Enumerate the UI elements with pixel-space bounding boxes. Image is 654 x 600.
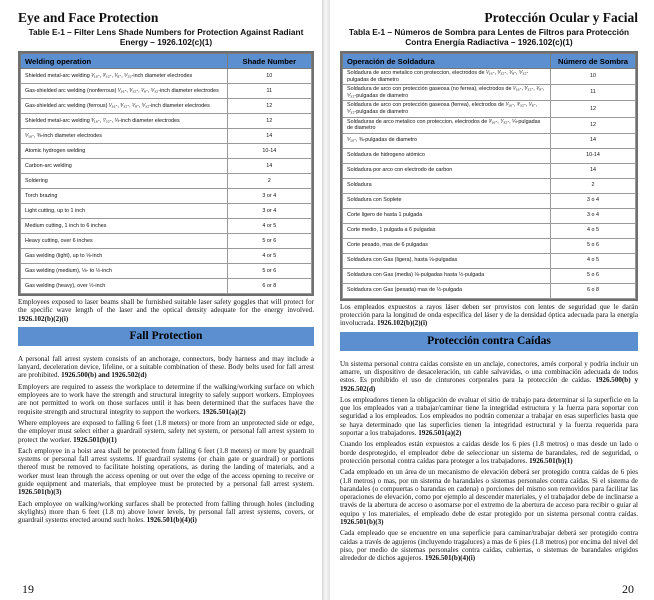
shade-cell: 14 — [227, 159, 311, 174]
section-title: Protección contra Caídas — [340, 332, 638, 351]
operation-cell: Carbon-arc welding — [21, 159, 228, 174]
operation-cell: Torch brazing — [21, 189, 228, 204]
shade-cell: 5 o 6 — [551, 238, 636, 253]
shade-cell: 12 — [551, 117, 636, 133]
operation-cell: Corte ligero de hasta 1 pulgada — [343, 208, 551, 223]
table-row — [21, 264, 312, 279]
table-row — [21, 69, 312, 84]
operation-cell: Gas-shielded arc welding (nonferrous) ¹⁄₁₆-, ³⁄₃₂-, ¹⁄₈-, ⁵⁄₃₂-inch diameter electrodes — [21, 84, 228, 99]
section-title: Fall Protection — [18, 327, 314, 346]
operation-cell: Soldadura de hidrogeno atómico — [343, 148, 551, 163]
operation-cell: ⁵⁄₁₆-, ⅜-inch diameter electrodes — [21, 129, 228, 144]
laser-reference: 1926.102(b)(2)(i) — [377, 319, 428, 328]
operation-cell: Gas welding (heavy), over ½-inch — [21, 279, 228, 294]
body-paragraph — [18, 500, 314, 525]
operation-cell: Soldadura con Gas (pesada) mas de ½-pulgada — [343, 283, 551, 298]
table-row — [343, 268, 636, 283]
table-row — [343, 101, 636, 117]
table-row — [21, 99, 312, 114]
table-row — [21, 279, 312, 294]
page-header: Protección Ocular y Facial — [484, 10, 638, 25]
shade-cell: 4 or 5 — [227, 249, 311, 264]
shade-cell: 4 or 5 — [227, 219, 311, 234]
shade-cell: 11 — [551, 85, 636, 101]
table-row — [21, 174, 312, 189]
paragraph-text: Employers are required to assess the workplace to determine if the walking/working surface on which employees are to work have the strength and structural integrity to safely support workers. Employees are not permitted to work on those surfaces until it has been determined that the surfaces have the requisite strength and structural integrity to support the workers. — [18, 382, 314, 416]
shade-cell: 14 — [227, 129, 311, 144]
operation-cell: Soldadura de arco con protección gaseosa (no ferrea), electrodos de ¹⁄₁₆-, ³⁄₃₂-, ¹⁄₈-, ⁵⁄₃₂-pulgadas de diametro — [343, 85, 551, 101]
operation-cell: Corte pesado, mas de 6 pulgadas — [343, 238, 551, 253]
table-row — [343, 283, 636, 298]
table-row — [343, 223, 636, 238]
table-header-row — [343, 54, 636, 69]
column-header-shade: Número de Sombra — [551, 54, 636, 69]
body-paragraph — [18, 355, 314, 380]
body-paragraph — [18, 447, 314, 497]
table-row — [343, 85, 636, 101]
operation-cell: Heavy cutting, over 6 inches — [21, 234, 228, 249]
table-row — [21, 249, 312, 264]
column-header-operation: Operación de Soldadura — [343, 54, 551, 69]
shade-cell: 12 — [227, 114, 311, 129]
paragraph-text: A personal fall arrest system consists of an anchorage, connectors, body harness and may include a lanyard, deceleration device, lifeline, or a suitable combination of these. Body belts used for fall arrest are prohibited. — [18, 354, 314, 380]
laser-text: Los empleados expuestos a rayos láser deben ser provistos con lentes de seguridad que le darán protección para la longitud de onda específica del láser y de la densidad óptica adecuada para la energía involucrada. — [340, 302, 638, 328]
operation-cell: Gas welding (light), up to ⅛-inch — [21, 249, 228, 264]
operation-cell: ⁵⁄₁₆-, ⅜-pulgadas de diametro — [343, 133, 551, 148]
operation-cell: Soldadura con Soplete — [343, 193, 551, 208]
paragraph-text: Cada empleado que se encuentre en una superficie para caminar/trabajar deberá ser protegido contra caídas a través de agujeros (incluyendo tragaluces) a mas de 6 pies (1.8 metros) por encima del nivel del piso, por medio de sistemas personales contra caídas, cubiertas, o sistemas de barandales erigidos alrededor de dichos agujeros. — [340, 529, 638, 563]
paragraph-text: Each employee on walking/working surfaces shall be protected from falling through holes (including skylights) more than 6 feet (1.8 m) above lower levels, by personal fall arrest systems, covers, or guardrail systems erected around such holes. — [18, 499, 314, 525]
operation-cell: Soldadura de arco metalico con proteccion, electrodos de ¹⁄₁₆-, ³⁄₃₂-, ¹⁄₈-, ⁵⁄₃₂-pulgadas de diametro — [343, 69, 551, 85]
column-header-shade: Shade Number — [227, 54, 311, 69]
table-row — [21, 144, 312, 159]
body-paragraph — [340, 360, 638, 393]
table-row — [21, 159, 312, 174]
table-row — [21, 129, 312, 144]
operation-cell: Shielded metal-arc welding ¹⁄₁₆-, ³⁄₃₂-, ¹⁄₈-, ⁵⁄₃₂-inch diameter electrodes — [21, 69, 228, 84]
operation-cell: Soldadura por arco con electrodo de carbon — [343, 163, 551, 178]
shade-cell: 10 — [551, 69, 636, 85]
paragraph-text: Cuando los empleados están expuestos a caídas desde los 6 pies (1.8 metros) o mas desde un lado o borde desprotegido, el empleador debe de seleccionar un sistema de barandales, red de seguridad, o protección personal contra caídas para proteger a los trabajadores. — [340, 440, 638, 465]
laser-text: Employees exposed to laser beams shall be furnished suitable laser safety goggles that will protect for the specific wave length of the laser and the optical density adequate for the energy involved. — [18, 298, 314, 315]
shade-cell: 2 — [227, 174, 311, 189]
body-paragraph — [18, 419, 314, 444]
operation-cell: Soldadura con Gas (ligera), hasta ⅛-pulgadas — [343, 253, 551, 268]
shade-cell: 14 — [551, 133, 636, 148]
shade-cell: 14 — [551, 163, 636, 178]
operation-cell: Medium cutting, 1 inch to 6 inches — [21, 219, 228, 234]
shade-cell: 6 or 8 — [227, 279, 311, 294]
shade-cell: 4 o 5 — [551, 223, 636, 238]
body-paragraph — [340, 396, 638, 437]
body-paragraph — [18, 383, 314, 416]
regulation-reference: 1926.500(b) y 1926.502(d) — [340, 376, 639, 393]
operation-cell: Corte medio, 1 pulgada a 6 pulgadas — [343, 223, 551, 238]
table-title: Table E-1 – Filter Lens Shade Numbers for Protection Against Radiant Energy – 1926.102(c)(1) — [28, 27, 304, 47]
operation-cell: Light cutting, up to 1 inch — [21, 204, 228, 219]
table-row — [343, 148, 636, 163]
paragraph-text: Where employees are exposed to falling 6 feet (1.8 meters) or more from an unprotected side or edge, the employer must select either a guardrail system, safety net system, or personal fall arrest system to protect the worker. — [18, 418, 314, 444]
shade-cell: 5 o 6 — [551, 268, 636, 283]
table-row — [343, 117, 636, 133]
shade-cell: 3 or 4 — [227, 189, 311, 204]
table-row — [21, 189, 312, 204]
shade-table — [340, 51, 638, 301]
regulation-reference: 1926.501(b)(3) — [18, 488, 62, 497]
paragraph-list — [340, 360, 638, 563]
paragraph-text: Each employee in a hoist area shall be protected from falling 6 feet (1.8 meters) or more by guardrail systems or personal fall arrest systems. If guardrail systems (or chain gate or guardrail) or portions thereof must be removed to facilitate hoisting operations, as during the landing of materials, and a worker must lean through the access opening or out over the edge of the access opening to receive or guide equipment and materials, that employee must be protected by a personal fall arrest system. — [18, 446, 314, 489]
operation-cell: Gas-shielded arc welding (ferrous) ¹⁄₁₆-, ³⁄₃₂-, ¹⁄₈-, ⁵⁄₃₂-inch diameter electrodes — [21, 99, 228, 114]
regulation-reference: 1926.501(b)(3) — [340, 517, 384, 526]
regulation-reference: 1926.501(b)(4)(i) — [424, 554, 476, 563]
table-row — [21, 84, 312, 99]
regulation-reference: 1926.501(a)(2) — [418, 429, 462, 438]
operation-cell: Atomic hydrogen welding — [21, 144, 228, 159]
table-row — [343, 193, 636, 208]
right-page — [330, 0, 654, 600]
table-row — [343, 178, 636, 193]
shade-cell: 6 o 8 — [551, 283, 636, 298]
laser-reference: 1926.102(b)(2)(i) — [18, 314, 69, 323]
body-paragraph — [340, 440, 638, 465]
regulation-reference: 1926.501(a)(2) — [202, 407, 246, 416]
laser-paragraph — [340, 303, 638, 328]
table-row — [343, 208, 636, 223]
shade-cell: 10-14 — [551, 148, 636, 163]
regulation-reference: 1926.501(b)(1) — [73, 435, 117, 444]
paragraph-text: Cada empleado en un área de un mecanismo de elevación deberá ser protegido contra caídas de 6 pies (1.8 metros) o mas, por un sistema de barandales o sistemas personales contra caídas. Si el sistema de barandales (o compuertas o barandas en cadena) o porciones del mismo son removidos para facilitar las operaciones de elevación, como por ejemplo al descender materiales, y el trabajador debe de inclinarse a través de la abertura de acceso o asomarse por el extremo de la abertura de acceso para recibir o guiar al equipo y los materiales, el empleado debe de estar protegido por un sistema personal contra caídas. — [340, 468, 638, 518]
table-row — [21, 219, 312, 234]
shade-cell: 10-14 — [227, 144, 311, 159]
body-paragraph — [340, 529, 638, 562]
table-row — [343, 133, 636, 148]
book-gutter — [322, 0, 330, 600]
shade-cell: 3 or 4 — [227, 204, 311, 219]
body-paragraph — [340, 468, 638, 526]
operation-cell: Soldadura con Gas (media) ⅛-pulgadas hasta ½-pulgada — [343, 268, 551, 283]
shade-cell: 3 o 4 — [551, 193, 636, 208]
table-row — [21, 234, 312, 249]
shade-cell: 10 — [227, 69, 311, 84]
operation-cell: Gas welding (medium), ⅛- to ½-inch — [21, 264, 228, 279]
table-row — [21, 204, 312, 219]
operation-cell: Soldadura — [343, 178, 551, 193]
shade-cell: 12 — [551, 101, 636, 117]
regulation-reference: 1926.501(b)(1) — [529, 456, 573, 465]
table-row — [21, 114, 312, 129]
operation-cell: Shielded metal-arc welding ³⁄₁₆-, ⁷⁄₃₂-, ¼-inch diameter electrodes — [21, 114, 228, 129]
table-row — [343, 238, 636, 253]
page-number: 20 — [622, 582, 634, 596]
regulation-reference: 1926.501(b)(4)(i) — [146, 516, 197, 525]
shade-cell: 2 — [551, 178, 636, 193]
page-number: 19 — [22, 582, 34, 596]
shade-table — [18, 51, 314, 296]
shade-cell: 5 or 6 — [227, 264, 311, 279]
table-header-row — [21, 54, 312, 69]
table-row — [343, 69, 636, 85]
shade-cell: 5 or 6 — [227, 234, 311, 249]
operation-cell: Soldadura de arco con protección gaseosa (ferrea), electrodos de ¹⁄₁₆-, ³⁄₃₂-, ¹⁄₈-, ⁵⁄₃₂-pulgadas de diametro — [343, 101, 551, 117]
left-page — [0, 0, 322, 600]
paragraph-text: Un sistema personal contra caídas consiste en un anclaje, conectores, arnés corporal y podría incluir un amarre, un dispositivo de desaceleración, un cable salvavidas, o una combinación adecuada de todos estos. Es prohibido el uso de cinturones corporales para la protección de caídas. — [340, 359, 638, 385]
page-header: Eye and Face Protection — [18, 10, 159, 25]
table-title: Tabla E-1 – Números de Sombra para Lentes de Filtros para Protección Contra Energía Radiactiva – 1926.102(c)(1) — [348, 27, 630, 47]
shade-cell: 4 o 5 — [551, 253, 636, 268]
operation-cell: Soldering — [21, 174, 228, 189]
shade-cell: 3 o 4 — [551, 208, 636, 223]
shade-cell: 12 — [227, 99, 311, 114]
column-header-operation: Welding operation — [21, 54, 228, 69]
table-row — [343, 163, 636, 178]
regulation-reference: 1926.500(b) and 1926.502(d) — [61, 371, 147, 380]
operation-cell: Soldaduras de arco metalico con proteccion, electrodos de ³⁄₁₆-, ⁷⁄₃₂-, ¼-pulgadas de diametro — [343, 117, 551, 133]
table-row — [343, 253, 636, 268]
shade-cell: 11 — [227, 84, 311, 99]
laser-paragraph — [18, 298, 314, 323]
paragraph-text: Los empleadores tienen la obligación de evaluar el sitio de trabajo para determinar si la superficie en la que los empleados van a trabajar/caminar tiene la integridad estructura y la fuerza para soportar con seguridad a los empleados. Los empleados no podrán comenzar a trabajar en esas superficies hasta que se haya determinado que las superficies tienen la integridad estructural y la fuerza requerida para soportar a los trabajadores. — [340, 395, 638, 438]
paragraph-list — [18, 355, 314, 525]
